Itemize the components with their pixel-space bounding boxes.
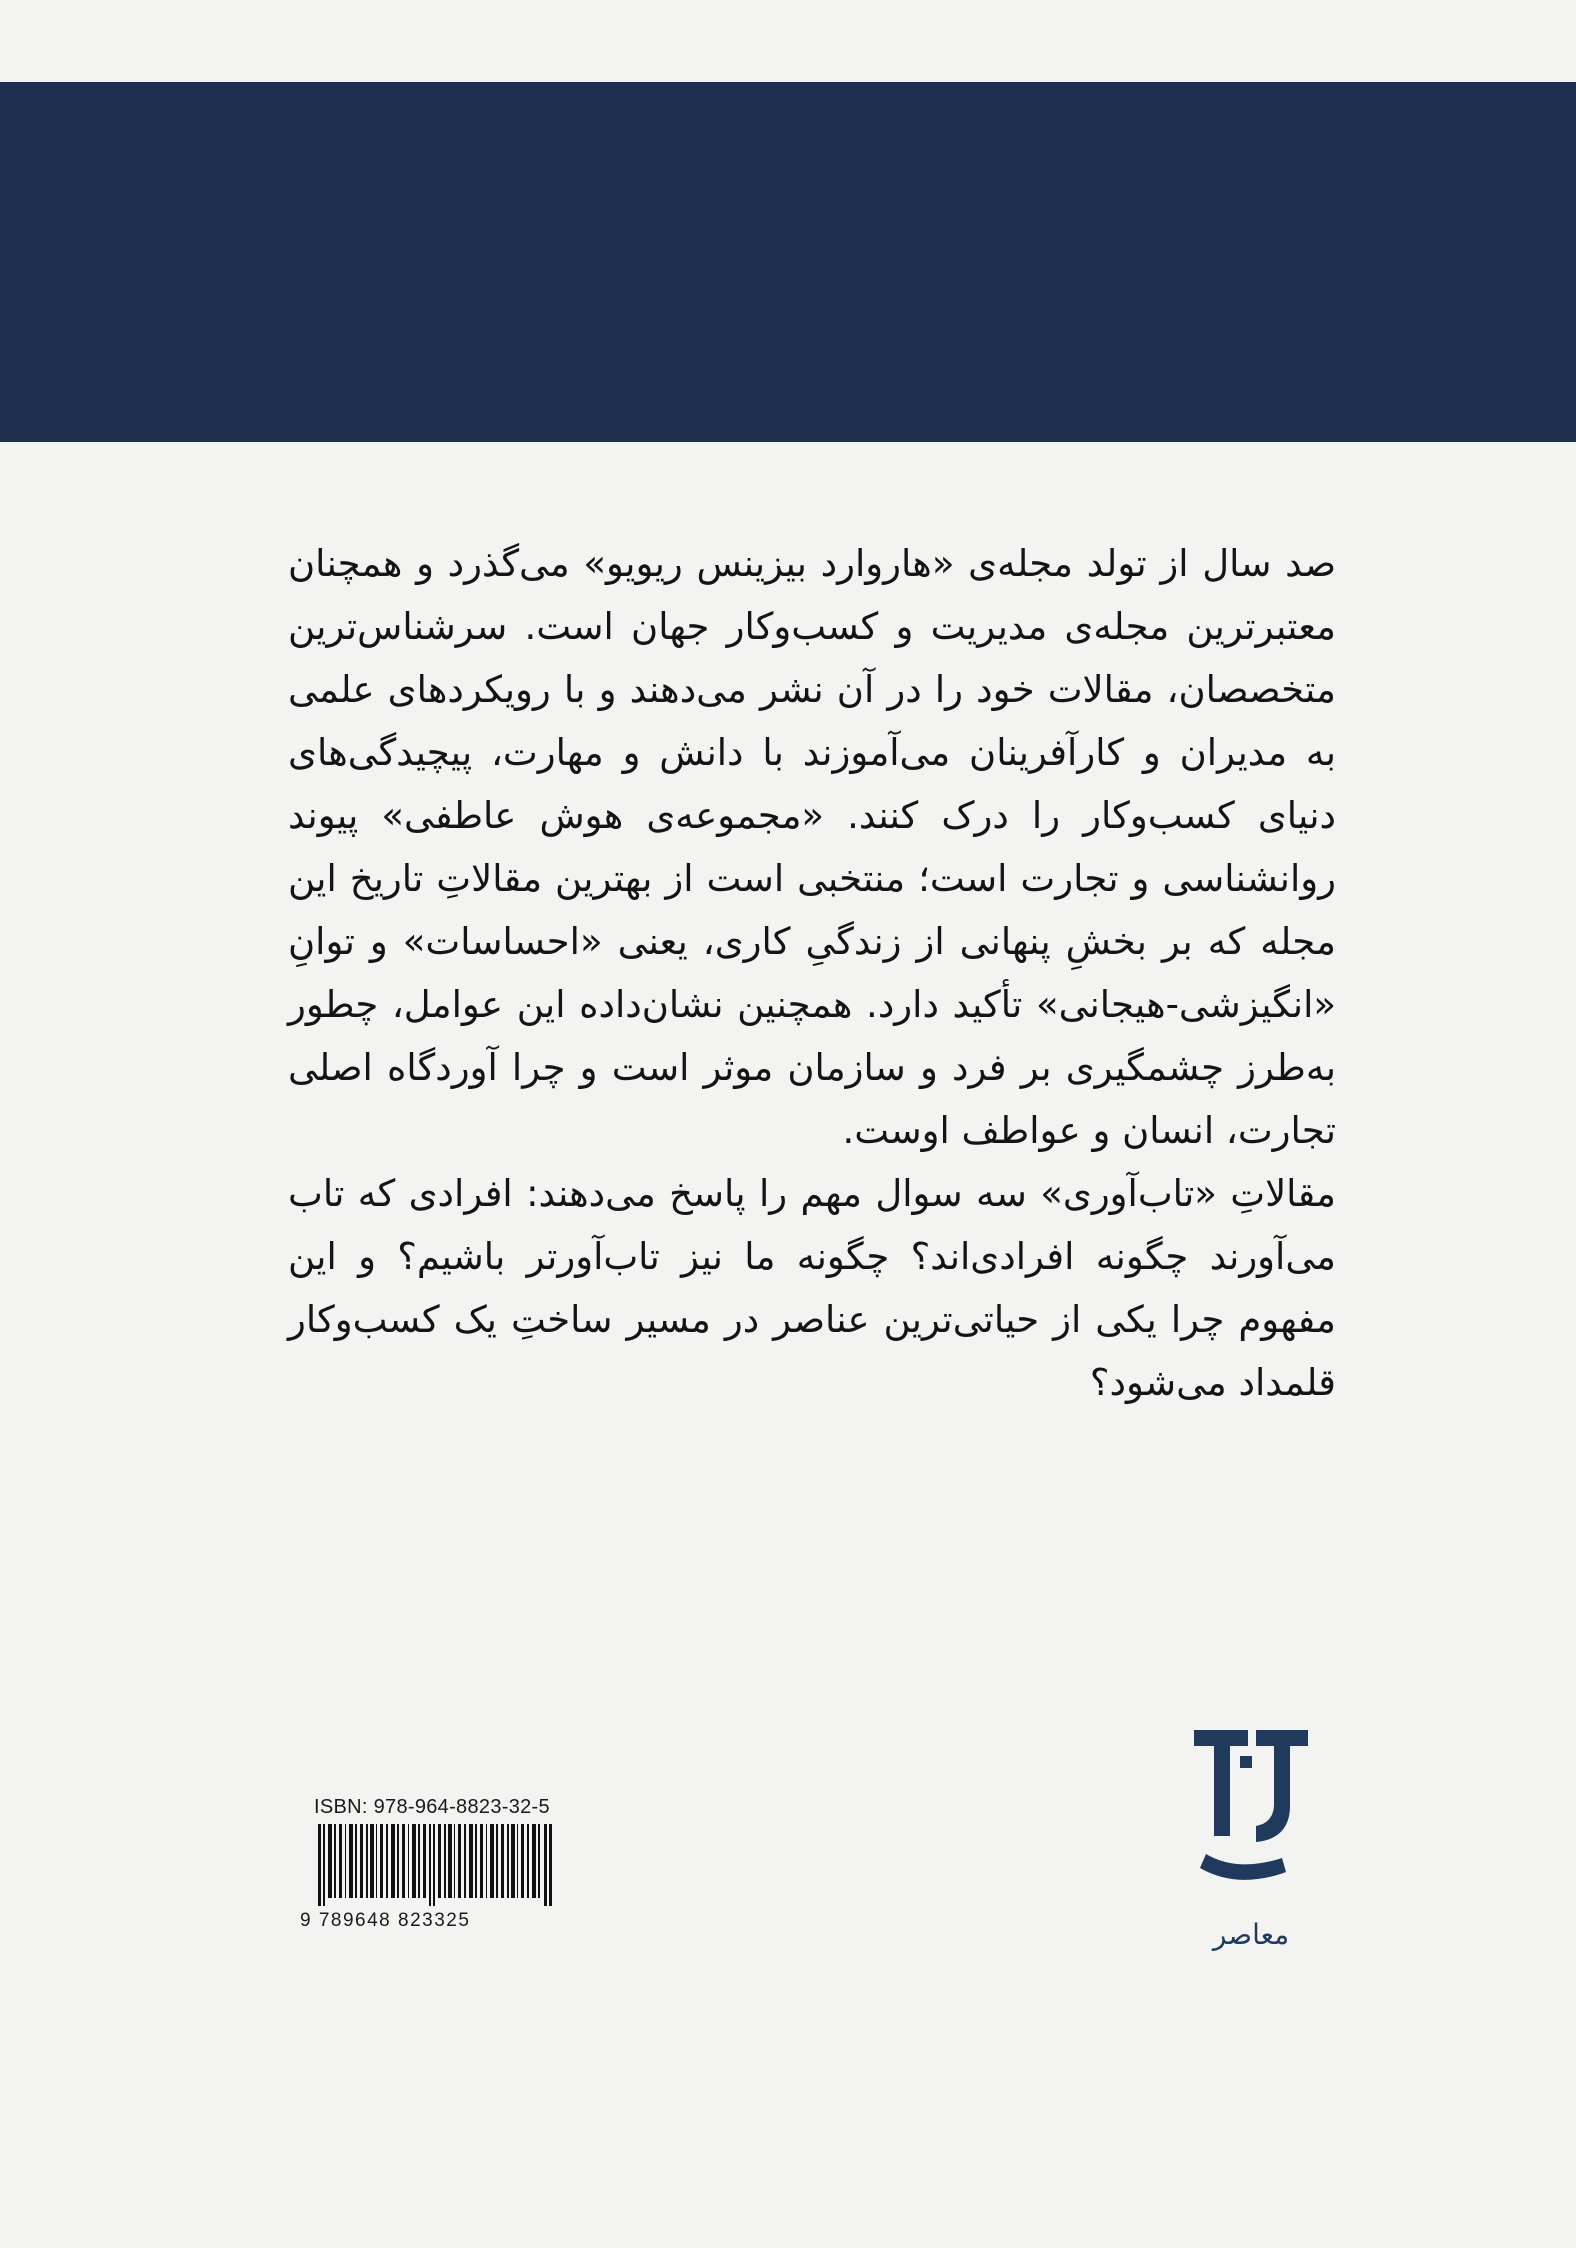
barcode-icon	[318, 1824, 554, 1906]
publisher-name: معاصر	[1212, 1918, 1290, 1951]
barcode-digits: 9 789648 823325	[300, 1910, 471, 1931]
publisher-logo-icon	[1186, 1716, 1316, 1916]
blurb-paragraph-2: مقالاتِ «تاب‌آوری» سه سوال مهم را پاسخ می‌دهند: افرادی که تاب می‌آورند چگونه افرادی‌اند؟ چگونه ما نیز تاب‌آورتر باشیم؟ و این مفهوم چرا یکی از حیاتی‌ترین عناصر در مسیر ساختِ یک کسب‌وکار قلمداد می‌شود؟	[288, 1172, 1336, 1404]
back-cover-blurb	[288, 532, 1336, 1414]
top-color-band	[0, 82, 1576, 442]
isbn-label: ISBN: 978-964-8823-32-5	[314, 1796, 550, 1818]
blurb-paragraph-1: صد سال از تولد مجله‌ی «هاروارد بیزینس ریویو» می‌گذرد و همچنان معتبرترین مجله‌ی مدیریت و کسب‌وکار جهان است. سرشناس‌ترین متخصصان، مقالات خود را در آن نشر می‌دهند و با رویکردهای علمی به مدیران و کارآفرینان می‌آموزند با دانش و مهارت، پیچیدگی‌های دنیای کسب‌وکار را درک کنند. «مجموعه‌ی هوش عاطفی» پیوند روانشناسی و تجارت است؛ منتخبی است از بهترین مقالاتِ تاریخ این مجله که بر بخشِ پنهانی از زندگیِ کاری، یعنی «احساسات» و توانِ «انگیزشی-هیجانی» تأکید دارد. همچنین نشان‌داده این عوامل، چطور به‌طرز چشمگیری بر فرد و سازمان موثر است و چرا آوردگاه اصلی تجارت، انسان و عواطف اوست.	[288, 542, 1336, 1152]
